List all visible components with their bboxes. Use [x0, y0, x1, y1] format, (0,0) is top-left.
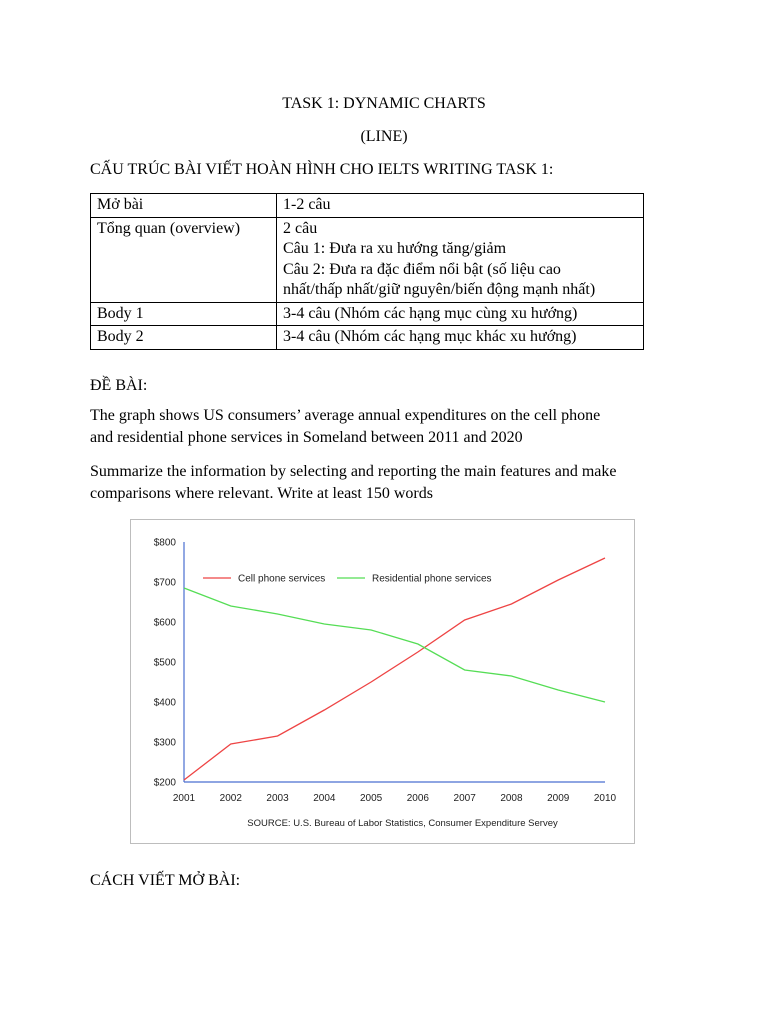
- document-subtitle: (LINE): [360, 128, 408, 145]
- task-instructions: [90, 461, 690, 505]
- document-title: TASK 1: DYNAMIC CHARTS: [282, 95, 486, 112]
- structure-content-cell: [277, 326, 644, 350]
- structure-row: [91, 302, 644, 326]
- structure-part-cell: Mở bài: [91, 194, 277, 218]
- y-tick-label: $500: [153, 657, 176, 669]
- task-description-line: The graph shows US consumers’ average annual expenditures on the cell phone: [90, 407, 601, 424]
- line-chart: [131, 520, 634, 843]
- structure-content-cell: [277, 217, 644, 302]
- structure-content-cell: [277, 302, 644, 326]
- intro-writing-heading: CÁCH VIẾT MỞ BÀI:: [90, 872, 241, 889]
- x-tick-label: 2009: [547, 793, 570, 804]
- structure-content-line: 1-2 câu: [283, 196, 331, 213]
- x-tick-label: 2006: [406, 793, 430, 804]
- instructions-line: Summarize the information by selecting and reporting the main features and make: [90, 463, 617, 480]
- structure-content-line: 3-4 câu (Nhóm các hạng mục cùng xu hướng): [283, 304, 578, 322]
- task-description: [90, 405, 690, 449]
- structure-row: [91, 217, 644, 302]
- y-tick-label: $600: [153, 617, 176, 629]
- structure-row: [91, 194, 644, 218]
- x-tick-label: 2003: [266, 793, 289, 804]
- structure-part-cell: Tổng quan (overview): [91, 217, 277, 302]
- structure-content-line: nhất/thấp nhất/giữ nguyên/biến động mạnh nhất): [283, 281, 596, 298]
- x-tick-label: 2004: [313, 793, 336, 804]
- structure-table: [90, 193, 644, 350]
- y-tick-label: $700: [153, 577, 176, 589]
- y-tick-label: $200: [153, 777, 176, 789]
- structure-row: [91, 326, 644, 350]
- line-chart-frame: [130, 519, 635, 844]
- task-description-line: and residential phone services in Someland between 2011 and 2020: [90, 429, 523, 446]
- structure-part-cell: Body 2: [91, 326, 277, 350]
- series-line-residential-phone: [184, 588, 605, 702]
- x-tick-label: 2007: [453, 793, 476, 804]
- chart-source-note: SOURCE: U.S. Bureau of Labor Statistics, Consumer Expenditure Servey: [247, 818, 558, 829]
- y-tick-label: $400: [153, 697, 176, 709]
- x-tick-label: 2010: [593, 793, 617, 804]
- structure-heading: CẤU TRÚC BÀI VIẾT HOÀN HÌNH CHO IELTS WRITING TASK 1:: [90, 161, 554, 178]
- legend-label: Residential phone services: [372, 573, 492, 585]
- x-tick-label: 2002: [219, 793, 242, 804]
- structure-part-cell: Body 1: [91, 302, 277, 326]
- y-tick-label: $800: [153, 537, 176, 549]
- structure-content-line: Câu 2: Đưa ra đặc điểm nổi bật (số liệu cao: [283, 260, 561, 278]
- x-tick-label: 2008: [500, 793, 523, 804]
- y-tick-label: $300: [153, 737, 176, 749]
- legend-label: Cell phone services: [238, 573, 326, 585]
- instructions-line: comparisons where relevant. Write at least 150 words: [90, 485, 433, 502]
- x-tick-label: 2005: [359, 793, 383, 804]
- structure-content-line: 3-4 câu (Nhóm các hạng mục khác xu hướng): [283, 328, 577, 345]
- series-line-cell-phone: [184, 558, 605, 780]
- structure-content-line: 2 câu: [283, 219, 318, 237]
- structure-content-line: Câu 1: Đưa ra xu hướng tăng/giảm: [283, 240, 507, 257]
- task-heading: ĐỀ BÀI:: [90, 377, 148, 394]
- x-tick-label: 2001: [172, 793, 196, 804]
- structure-content-cell: [277, 194, 644, 218]
